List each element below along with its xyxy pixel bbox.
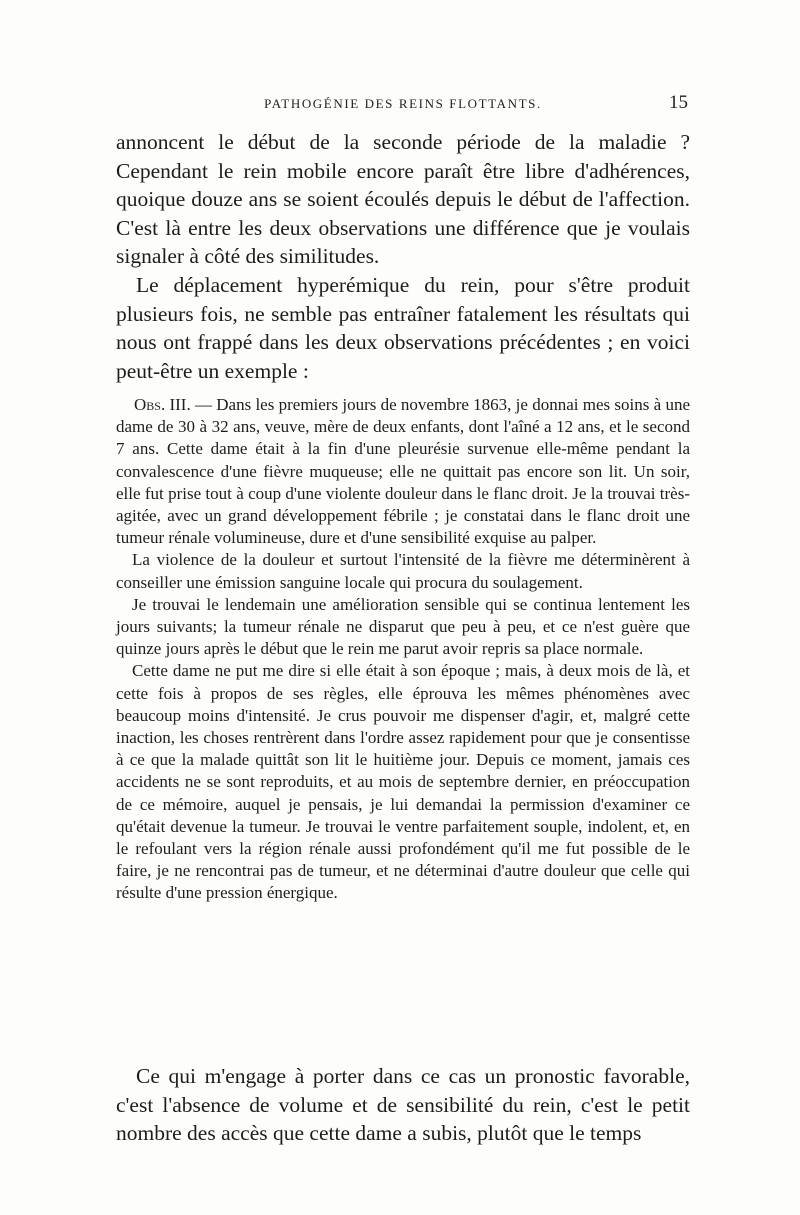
page-number: 15 [669, 92, 688, 113]
intro-paragraph: Le déplacement hyperémique du rein, pour s'être produit plusieurs fois, ne semble pas entraîner fatalement les résultats qui nous ont frappé dans les deux observations précédentes ; en voici peut-être un exemple : [116, 272, 690, 383]
observation-block [116, 394, 690, 905]
observation-paragraph: Cette dame ne put me dire si elle était à son époque ; mais, à deux mois de là, et cette fois à propos de ses règles, elle éprouva les mêmes phénomènes avec beaucoup moins d'intensité. Je crus pouvoir me dispenser d'agir, et, malgré cette inaction, les choses rentrèrent dans l'ordre assez rapidement pour que je consentisse à ce que la malade quittât son lit le huitième jour. Depuis ce moment, jamais ces accidents ne se sont reproduits, et au mois de septembre dernier, en préoccupation de ce mémoire, auquel je pensais, je lui demandai la permission d'examiner ce qu'était devenue la tumeur. Je trouvai le ventre parfaitement souple, indolent, et, en le refoulant vers la région rénale aussi profondément qu'il me fut possible de le faire, je ne rencontrai pas de tumeur, et ne déterminai d'autre douleur que celle qui résulte d'une pression énergique. [116, 661, 690, 903]
running-title: PATHOGÉNIE DES REINS FLOTTANTS. [264, 96, 542, 111]
running-head [118, 92, 688, 118]
body-text [116, 128, 690, 385]
observation-paragraph [116, 394, 690, 549]
closing-paragraph: Ce qui m'engage à porter dans ce cas un pronostic favorable, c'est l'absence de volume et de sensibilité du rein, c'est le petit nombre des accès que cette dame a subis, plutôt que le temps [116, 1064, 690, 1146]
observation-label: Obs. III. [134, 395, 191, 414]
observation-paragraph: La violence de la douleur et surtout l'intensité de la fièvre me déterminèrent à conseiller une émission sanguine locale qui procura du soulagement. [116, 550, 690, 592]
closing-text [116, 1062, 690, 1148]
observation-paragraph-text: — Dans les premiers jours de novembre 1863, je donnai mes soins à une dame de 30 à 32 ans, veuve, mère de deux enfants, dont l'aîné a 12 ans, et le second 7 ans. Cette dame était à la fin d'une pleurésie survenue elle-même pendant la convalescence d'une fièvre muqueuse; elle ne quittait pas encore son lit. Un soir, elle fut prise tout à coup d'une violente douleur dans le flanc droit. Je la trouvai très-agitée, avec un grand développement fébrile ; je constatai dans le flanc droit une tumeur rénale volumineuse, dure et d'une sensibilité exquise au palper. [116, 395, 690, 548]
continuation-paragraph: annoncent le début de la seconde période de la maladie ? Cependant le rein mobile encore paraît être libre d'adhérences, quoique douze ans se soient écoulés depuis le début de l'affection. C'est là entre les deux observations une différence que je voulais signaler à côté des similitudes. [116, 130, 690, 269]
observation-paragraph: Je trouvai le lendemain une amélioration sensible qui se continua lentement les jours suivants; la tumeur rénale ne disparut que peu à peu, et ce n'est guère que quinze jours après le début que le rein me parut avoir repris sa place normale. [116, 594, 690, 659]
